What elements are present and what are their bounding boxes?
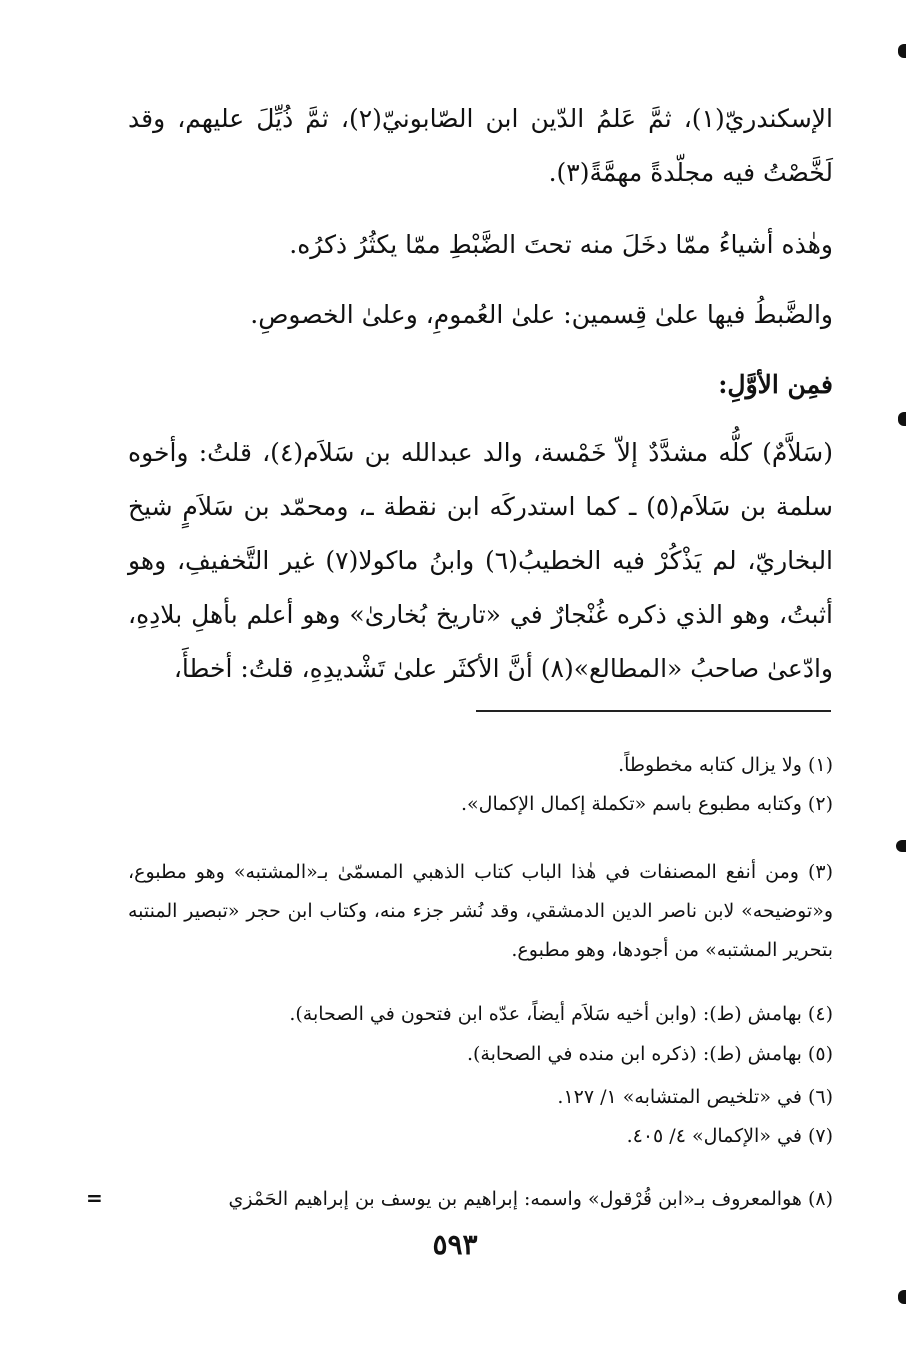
edge-ink-mark bbox=[896, 840, 906, 852]
footnote-5: (٥) بهامش (ط): (ذكره ابن منده في الصحابة). bbox=[466, 1043, 833, 1065]
paragraph-4: (سَلاَّمٌ) كلُّه مشدَّدٌ إلاّ خَمْسة، والد عبدالله بن سَلاَم(٤)، قلتُ: وأخوه سلمة بن سَلاَم(٥) ـ كما استدركَه ابن نقطة ـ، ومحمّد بن سَلاَمٍ شيخ البخاريّ، لم يَذْكُرْ فيه الخطيبُ(٦) وابنُ ماكولا(٧) غير التَّخفيفِ، وهو أثبتُ، وهو الذي ذكره غُنْجارٌ في «تاريخ بُخارىٰ» وهو أعلم بأهلِ بلادِهِ، وادّعىٰ صاحبُ «المطالع»(٨) أنَّ الأكثَر علىٰ تَشْديدِهِ، قلتُ: أخطأَ، bbox=[128, 438, 834, 683]
section-heading: فمِن الأوَّلِ: bbox=[718, 370, 833, 399]
footnote-divider bbox=[476, 710, 831, 712]
footnote-3: (٣) ومن أنفع المصنفات في هٰذا الباب كتاب الذهبي المسمّىٰ بـ«المشتبه» وهو مطبوع، و«توضيحه» لابن ناصر الدين الدمشقي، وقد نُشر جزء منه، وكتاب ابن حجر «تبصير المنتبه بتحرير المشتبه» من أجودها، وهو مطبوع. bbox=[128, 861, 833, 961]
footnote-8: (٨) هوالمعروف بـ«ابن قُرْقول» واسمه: إبراهيم بن يوسف بن إبراهيم الحَمْزي bbox=[228, 1188, 833, 1210]
continuation-mark: = bbox=[86, 1186, 103, 1210]
edge-ink-mark bbox=[898, 412, 906, 426]
edge-ink-mark bbox=[898, 44, 906, 58]
footnote-4: (٤) بهامش (ط): (وابن أخيه سَلاَم أيضاً، عدّه ابن فتحون في الصحابة). bbox=[289, 1003, 833, 1025]
paragraph-1: الإسكندريّ(١)، ثمَّ عَلمُ الدّين ابن الصّابونيّ(٢)، ثمَّ ذُيِّلَ عليهم، وقد لَخَّصْتُ فيه مجلّدةً مهمَّةً(٣). bbox=[128, 104, 834, 187]
paragraph-3: والضَّبطُ فيها علىٰ قِسمين: علىٰ العُمومِ، وعلىٰ الخصوصِ. bbox=[250, 300, 833, 329]
footnote-6: (٦) في «تلخيص المتشابه» ١/ ١٢٧. bbox=[557, 1086, 833, 1108]
paragraph-2: وهٰذه أشياءُ ممّا دخَلَ منه تحتَ الضَّبْطِ ممّا يكثُرُ ذكرُه. bbox=[289, 230, 833, 259]
footnote-2: (٢) وكتابه مطبوع باسم «تكملة إكمال الإكمال». bbox=[461, 793, 833, 815]
footnote-7: (٧) في «الإكمال» ٤/ ٤٠٥. bbox=[626, 1125, 833, 1147]
footnote-1: (١) ولا يزال كتابه مخطوطاً. bbox=[618, 754, 833, 776]
page-number: ٥٩٣ bbox=[432, 1228, 478, 1261]
edge-ink-mark bbox=[898, 1290, 906, 1304]
